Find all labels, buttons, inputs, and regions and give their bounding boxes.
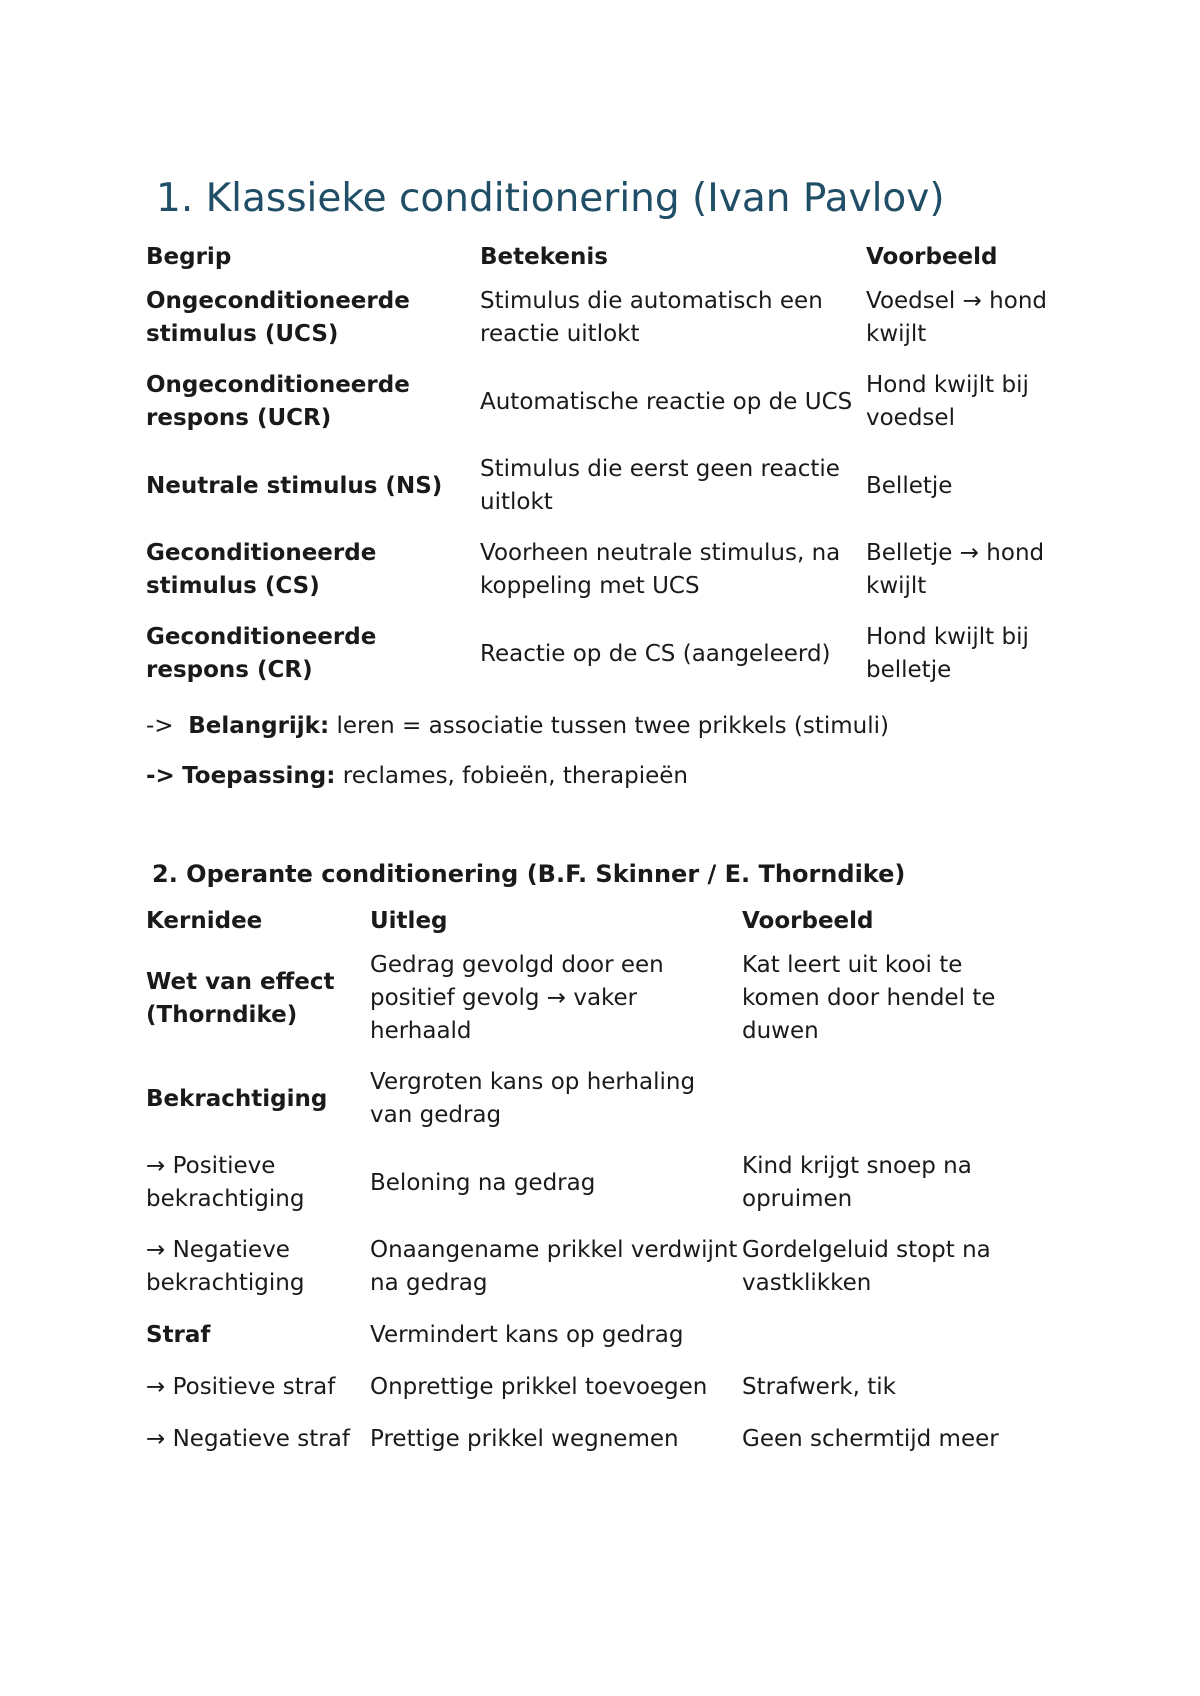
note-label: Belangrijk: xyxy=(188,713,330,739)
example-cell: Belletje → hond kwijlt xyxy=(866,540,1045,599)
note-belangrijk xyxy=(146,713,889,739)
note-toepassing xyxy=(146,763,688,789)
operant-conditioning-table xyxy=(146,902,1032,1465)
example-cell xyxy=(742,1057,1032,1141)
term-cell: Geconditioneerde stimulus (CS) xyxy=(146,540,377,599)
idea-cell: → Positieve straf xyxy=(146,1373,336,1400)
meaning-cell: Stimulus die automatisch een reactie uitlokt xyxy=(480,288,823,347)
table-row xyxy=(146,612,1076,696)
idea-cell: Wet van effect (Thorndike) xyxy=(146,968,335,1028)
table-row xyxy=(146,940,1032,1057)
example-cell: Belletje xyxy=(866,472,953,499)
section2-title: 2. Operante conditionering (B.F. Skinner / E. Thorndike) xyxy=(152,860,906,888)
explanation-cell: Vermindert kans op gedrag xyxy=(370,1321,684,1348)
note-label: Toepassing: xyxy=(182,763,336,789)
header-voorbeeld: Voorbeeld xyxy=(742,907,874,934)
idea-cell: Bekrachtiging xyxy=(146,1085,328,1112)
term-cell: Ongeconditioneerde respons (UCR) xyxy=(146,372,410,431)
table-header-row xyxy=(146,238,1076,276)
table-row xyxy=(146,1141,1032,1225)
arrow-marker: -> xyxy=(146,713,174,739)
explanation-cell: Vergroten kans op herhaling van gedrag xyxy=(370,1069,696,1128)
idea-cell: → Negatieve bekrachtiging xyxy=(146,1237,305,1296)
term-cell: Neutrale stimulus (NS) xyxy=(146,472,443,499)
explanation-cell: Onprettige prikkel toevoegen xyxy=(370,1373,708,1400)
idea-cell: → Positieve bekrachtiging xyxy=(146,1153,305,1212)
table-row xyxy=(146,444,1076,528)
note-text: reclames, fobieën, therapieën xyxy=(342,763,688,789)
meaning-cell: Automatische reactie op de UCS xyxy=(480,388,853,415)
meaning-cell: Reactie op de CS (aangeleerd) xyxy=(480,640,831,667)
meaning-cell: Voorheen neutrale stimulus, na koppeling met UCS xyxy=(480,540,841,599)
example-cell: Kat leert uit kooi te komen door hendel te duwen xyxy=(742,952,996,1044)
header-begrip: Begrip xyxy=(146,243,232,270)
example-cell xyxy=(742,1309,1032,1361)
example-cell: Hond kwijlt bij voedsel xyxy=(866,372,1029,431)
explanation-cell: Gedrag gevolgd door een positief gevolg → vaker herhaald xyxy=(370,952,664,1044)
table-header-row xyxy=(146,902,1032,940)
explanation-cell: Prettige prikkel wegnemen xyxy=(370,1425,679,1452)
note-text: leren = associatie tussen twee prikkels (stimuli) xyxy=(336,713,889,739)
classical-conditioning-table xyxy=(146,238,1076,696)
idea-cell: → Negatieve straf xyxy=(146,1425,350,1452)
table-row xyxy=(146,528,1076,612)
table-row xyxy=(146,276,1076,360)
table-row xyxy=(146,360,1076,444)
table-row xyxy=(146,1225,1032,1309)
example-cell: Strafwerk, tik xyxy=(742,1373,896,1400)
table-row xyxy=(146,1361,1032,1413)
example-cell: Gordelgeluid stopt na vastklikken xyxy=(742,1237,991,1296)
table-row xyxy=(146,1057,1032,1141)
header-betekenis: Betekenis xyxy=(480,243,608,270)
header-voorbeeld: Voorbeeld xyxy=(866,243,998,270)
table-row xyxy=(146,1413,1032,1465)
example-cell: Hond kwijlt bij belletje xyxy=(866,624,1029,683)
section1-title: 1. Klassieke conditionering (Ivan Pavlov) xyxy=(156,176,945,221)
example-cell: Geen schermtijd meer xyxy=(742,1425,999,1452)
header-uitleg: Uitleg xyxy=(370,907,448,934)
explanation-cell: Beloning na gedrag xyxy=(370,1169,596,1196)
term-cell: Geconditioneerde respons (CR) xyxy=(146,624,377,683)
meaning-cell: Stimulus die eerst geen reactie uitlokt xyxy=(480,456,840,515)
explanation-cell: Onaangename prikkel verdwijnt na gedrag xyxy=(370,1237,738,1296)
example-cell: Voedsel → hond kwijlt xyxy=(866,288,1048,347)
example-cell: Kind krijgt snoep na opruimen xyxy=(742,1153,972,1212)
idea-cell: Straf xyxy=(146,1321,211,1348)
term-cell: Ongeconditioneerde stimulus (UCS) xyxy=(146,288,410,347)
arrow-marker: -> xyxy=(146,763,175,789)
header-kernidee: Kernidee xyxy=(146,907,263,934)
table-row xyxy=(146,1309,1032,1361)
